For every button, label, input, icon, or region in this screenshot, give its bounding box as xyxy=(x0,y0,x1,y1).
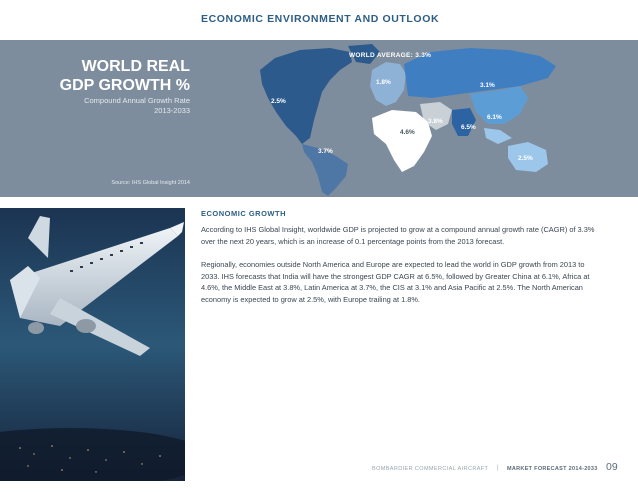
asia-pacific-growth-label: 2.5% xyxy=(518,155,533,162)
north-america-growth-label: 2.5% xyxy=(271,98,286,105)
greater-china-growth-label: 6.1% xyxy=(487,114,502,121)
world-average-label: WORLD AVERAGE: 3.3% xyxy=(349,52,432,59)
map-subtitle: Compound Annual Growth Rate 2013-2033 xyxy=(84,96,190,115)
africa-growth-label: 4.6% xyxy=(400,129,415,136)
india-growth-label: 6.5% xyxy=(461,124,476,131)
map-region-africa xyxy=(372,110,432,172)
aircraft-photo xyxy=(0,208,185,481)
map-region-india xyxy=(452,108,476,136)
europe-growth-label: 1.8% xyxy=(376,79,391,86)
body-paragraph-1: According to IHS Global Insight, worldwide GDP is projected to grow at a compound annual growth rate (CAGR) of 3.3% over the next 20 years, which is an increase of 0.1 percentage points from the 2013 forecast. xyxy=(201,225,595,246)
page-number: 09 xyxy=(606,461,618,473)
map-region-north-america xyxy=(260,48,352,144)
footer-company: BOMBARDIER COMMERCIAL AIRCRAFT xyxy=(372,466,489,472)
latin-america-growth-label: 3.7% xyxy=(318,148,333,155)
body-paragraph-2: Regionally, economies outside North America and Europe are expected to lead the world in GDP growth from 2013 to 2033. IHS forecasts that India will have the strongest GDP CAGR at 6.5%, followed by Greater China at 6.1%, Africa at 4.6%, the Middle East at 3.8%, Latin America at 3.7%, the CIS at 3.1% and Asia Pacific at 2.5%. The North American economy is expected to grow at 2.5%, with Europe trailing at 1.8%. xyxy=(201,260,590,304)
footer-report-title: MARKET FORECAST 2014-2033 xyxy=(507,466,598,472)
map-title: WORLD REAL GDP GROWTH % xyxy=(59,58,190,94)
section-heading: ECONOMIC GROWTH xyxy=(201,209,286,218)
map-region-asia-pacific-islands xyxy=(484,128,512,144)
page-header-title: ECONOMIC ENVIRONMENT AND OUTLOOK xyxy=(201,13,440,25)
middle-east-growth-label: 3.8% xyxy=(428,118,443,125)
footer-separator: | xyxy=(497,465,499,471)
map-source: Source: IHS Global Insight 2014 xyxy=(111,180,190,186)
cis-growth-label: 3.1% xyxy=(480,82,495,89)
